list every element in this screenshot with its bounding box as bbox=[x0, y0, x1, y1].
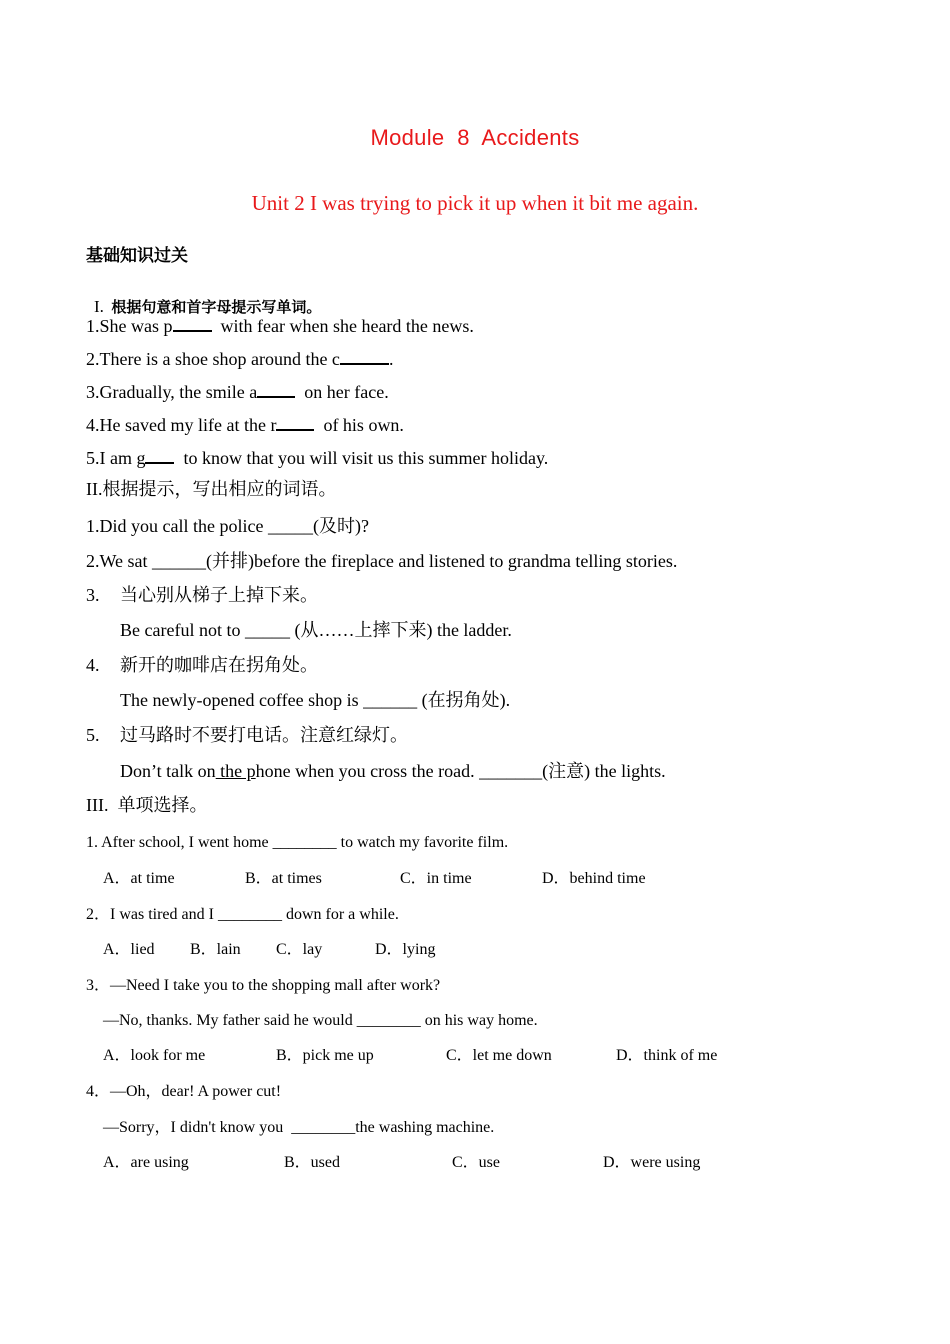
q1-option-b[interactable]: B．at times bbox=[245, 870, 322, 887]
part2-item-3-number: 3. bbox=[86, 585, 100, 605]
part1-heading-text: 根据句意和首字母提示写单词。 bbox=[111, 298, 322, 316]
part2-heading: II.根据提示，写出相应的词语。 bbox=[86, 479, 337, 499]
part2-item-1: 1.Did you call the police _____(及时)? bbox=[86, 516, 369, 536]
part2-item-4-english: The newly-opened coffee shop is ______ (在拐角处). bbox=[120, 690, 511, 710]
section-heading: 基础知识过关 bbox=[86, 246, 188, 266]
item-text: . bbox=[388, 349, 394, 369]
question-1: 1. After school, I went home ________ to watch my favorite film. bbox=[86, 834, 509, 851]
q4-option-a[interactable]: A．are using bbox=[103, 1154, 189, 1171]
part1-item-2 bbox=[86, 347, 393, 368]
item-text: Don’t talk on bbox=[120, 761, 216, 781]
part2-item-5-english bbox=[120, 762, 666, 780]
q1-option-d[interactable]: D．behind time bbox=[542, 870, 646, 887]
q1-option-a[interactable]: A．at time bbox=[103, 870, 175, 887]
answer-blank[interactable] bbox=[276, 413, 314, 431]
part1-item-3 bbox=[86, 380, 389, 401]
part2-item-4-chinese: 新开的咖啡店在拐角处。 bbox=[120, 655, 318, 675]
page-title: Module 8 Accidents bbox=[370, 125, 580, 150]
q3-option-b[interactable]: B．pick me up bbox=[276, 1047, 374, 1064]
part2-item-5-chinese: 过马路时不要打电话。注意红绿灯。 bbox=[120, 725, 408, 745]
q1-option-c[interactable]: C．in time bbox=[400, 870, 472, 887]
question-3-line-1: 3．—Need I take you to the shopping mall after work? bbox=[86, 977, 441, 994]
part2-item-5-number: 5. bbox=[86, 725, 100, 745]
question-2: 2．I was tired and I ________ down for a while. bbox=[86, 906, 399, 923]
underlined-text: the p bbox=[215, 761, 256, 781]
question-3-line-2: —No, thanks. My father said he would ________ on his way home. bbox=[103, 1012, 538, 1029]
q3-option-d[interactable]: D．think of me bbox=[616, 1047, 718, 1064]
part2-item-3-chinese: 当心别从梯子上掉下来。 bbox=[120, 585, 318, 605]
answer-blank[interactable] bbox=[145, 446, 174, 464]
q2-option-b[interactable]: B．lain bbox=[190, 941, 241, 958]
item-text: hone when you cross the road. _______(注意) the lights. bbox=[255, 761, 666, 781]
part1-heading-num: I. bbox=[94, 297, 104, 316]
question-4-line-1: 4．—Oh，dear! A power cut! bbox=[86, 1083, 282, 1100]
q3-option-c[interactable]: C．let me down bbox=[446, 1047, 552, 1064]
q2-option-d[interactable]: D．lying bbox=[375, 941, 436, 958]
answer-blank[interactable] bbox=[173, 314, 212, 332]
q4-option-b[interactable]: B．used bbox=[284, 1154, 341, 1171]
q4-option-c[interactable]: C．use bbox=[452, 1154, 501, 1171]
q2-option-a[interactable]: A．lied bbox=[103, 941, 155, 958]
part2-item-3-english: Be careful not to _____ (从……上摔下来) the ladder. bbox=[120, 620, 512, 640]
item-text: 2.There is a shoe shop around the c bbox=[86, 349, 340, 369]
answer-blank[interactable] bbox=[340, 347, 389, 365]
part1-heading bbox=[86, 282, 321, 316]
q3-option-a[interactable]: A．look for me bbox=[103, 1047, 206, 1064]
part2-item-2: 2.We sat ______(并排)before the fireplace and listened to grandma telling stories. bbox=[86, 551, 678, 571]
item-text: of his own. bbox=[314, 415, 404, 435]
item-text: 3.Gradually, the smile a bbox=[86, 382, 258, 402]
part1-item-1 bbox=[86, 314, 474, 335]
part1-item-4 bbox=[86, 413, 404, 434]
part1-item-5 bbox=[86, 446, 548, 467]
part3-heading: III. 单项选择。 bbox=[86, 795, 208, 815]
item-text: on her face. bbox=[295, 382, 389, 402]
item-text: to know that you will visit us this summer holiday. bbox=[174, 448, 549, 468]
item-text: 5.I am g bbox=[86, 448, 146, 468]
answer-blank[interactable] bbox=[257, 380, 295, 398]
item-text: with fear when she heard the news. bbox=[211, 316, 474, 336]
part2-item-4-number: 4. bbox=[86, 655, 100, 675]
page-subtitle: Unit 2 I was trying to pick it up when it bit me again. bbox=[251, 191, 699, 215]
q2-option-c[interactable]: C．lay bbox=[276, 941, 323, 958]
item-text: 1.She was p bbox=[86, 316, 173, 336]
question-4-line-2: —Sorry，I didn't know you ________the washing machine. bbox=[103, 1119, 495, 1136]
q4-option-d[interactable]: D．were using bbox=[603, 1154, 701, 1171]
item-text: 4.He saved my life at the r bbox=[86, 415, 277, 435]
